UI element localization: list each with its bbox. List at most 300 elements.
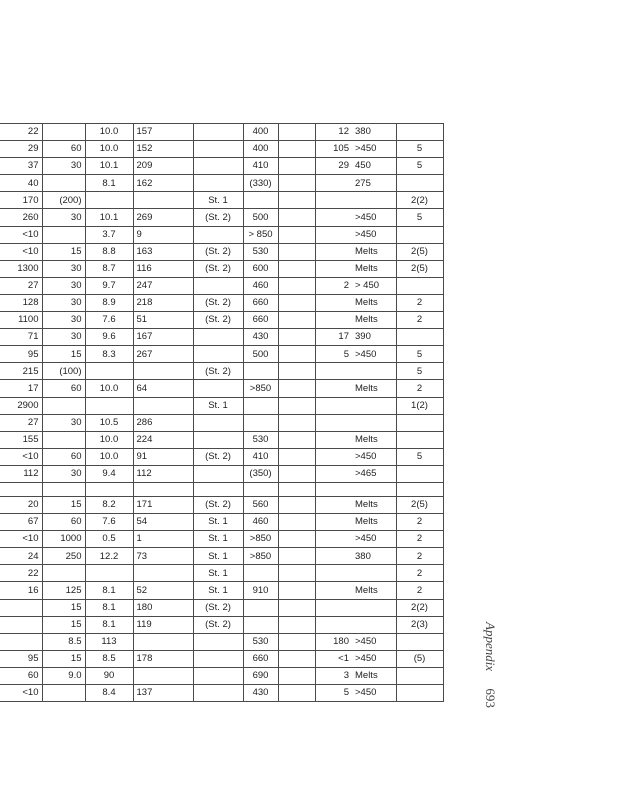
table-cell: 2 (396, 380, 443, 397)
table-cell: 275 (352, 175, 396, 192)
table-cell (42, 482, 85, 496)
table-cell: 9.6 (85, 329, 133, 346)
table-cell (133, 667, 193, 684)
table-cell (315, 496, 352, 513)
table-cell: >465 (352, 465, 396, 482)
table-cell: 10.0 (85, 124, 133, 141)
table-cell (278, 599, 315, 616)
table-row (0, 380, 443, 397)
table-cell (278, 124, 315, 141)
table-cell (315, 260, 352, 277)
table-cell (0, 633, 42, 650)
table-cell: 8.4 (85, 685, 133, 702)
table-cell: 600 (243, 260, 278, 277)
table-cell (85, 397, 133, 414)
table-cell (315, 599, 352, 616)
table-cell: 5 (315, 346, 352, 363)
table-cell: Melts (352, 667, 396, 684)
table-cell: 390 (352, 329, 396, 346)
table-cell: 20 (0, 496, 42, 513)
table-cell: 10.0 (85, 431, 133, 448)
table-cell (243, 414, 278, 431)
table-row (0, 482, 443, 496)
table-cell: 29 (0, 141, 42, 158)
table-cell (243, 363, 278, 380)
table-cell: 8.3 (85, 346, 133, 363)
table-cell (243, 599, 278, 616)
table-cell (315, 192, 352, 209)
table-cell: 9.0 (42, 667, 85, 684)
table-cell (193, 482, 243, 496)
table-cell: Melts (352, 260, 396, 277)
table-cell: 2 (396, 312, 443, 329)
table-cell: 152 (133, 141, 193, 158)
table-cell: Melts (352, 380, 396, 397)
table-cell: (St. 2) (193, 243, 243, 260)
table-cell (193, 141, 243, 158)
table-row (0, 548, 443, 565)
table-cell: (St. 2) (193, 496, 243, 513)
table-cell: 30 (42, 294, 85, 311)
table-cell (42, 397, 85, 414)
table-cell (278, 650, 315, 667)
table-cell: >450 (352, 685, 396, 702)
table-row (0, 599, 443, 616)
table-cell (278, 685, 315, 702)
table-cell (278, 496, 315, 513)
table-cell: > 850 (243, 226, 278, 243)
table-cell: 95 (0, 650, 42, 667)
table-cell (315, 414, 352, 431)
table-cell (315, 565, 352, 582)
table-cell: St. 1 (193, 531, 243, 548)
table-cell: (St. 2) (193, 363, 243, 380)
table-cell: 30 (42, 465, 85, 482)
table-cell: 112 (0, 465, 42, 482)
table-cell: 91 (133, 448, 193, 465)
table-cell: 24 (0, 548, 42, 565)
table-cell (278, 380, 315, 397)
table-cell: 95 (0, 346, 42, 363)
table-cell: 400 (243, 124, 278, 141)
table-row (0, 650, 443, 667)
table-row (0, 667, 443, 684)
table-cell: 162 (133, 175, 193, 192)
table-cell (193, 346, 243, 363)
table-cell: 690 (243, 667, 278, 684)
table-cell: 5 (396, 141, 443, 158)
table-cell: 163 (133, 243, 193, 260)
table-cell: 267 (133, 346, 193, 363)
table-cell: 410 (243, 158, 278, 175)
table-cell: 15 (42, 616, 85, 633)
table-cell (42, 124, 85, 141)
table-cell: 60 (42, 514, 85, 531)
table-cell: 8.5 (42, 633, 85, 650)
table-cell: 30 (42, 312, 85, 329)
table-cell (352, 565, 396, 582)
table-cell (133, 397, 193, 414)
table-cell (396, 329, 443, 346)
table-cell (278, 448, 315, 465)
table-cell: St. 1 (193, 514, 243, 531)
table-row (0, 414, 443, 431)
table-cell (133, 482, 193, 496)
table-cell: 1100 (0, 312, 42, 329)
table-cell (193, 175, 243, 192)
table-cell: <1 (315, 650, 352, 667)
table-row (0, 192, 443, 209)
table-cell: 125 (42, 582, 85, 599)
table-row (0, 141, 443, 158)
table-cell: 7.6 (85, 312, 133, 329)
table-cell: >450 (352, 633, 396, 650)
table-row (0, 531, 443, 548)
table-cell: 178 (133, 650, 193, 667)
table-cell: 73 (133, 548, 193, 565)
table-cell: 209 (133, 158, 193, 175)
table-cell: 5 (396, 158, 443, 175)
table-cell (278, 175, 315, 192)
table-cell: (200) (42, 192, 85, 209)
table-cell: (St. 2) (193, 294, 243, 311)
table-cell (85, 482, 133, 496)
table-row (0, 616, 443, 633)
table-cell: > 450 (352, 277, 396, 294)
table-cell: Melts (352, 431, 396, 448)
table-cell (133, 363, 193, 380)
table-cell: 2 (396, 514, 443, 531)
table-cell: 5 (396, 448, 443, 465)
table-cell (243, 565, 278, 582)
table-cell: 2(5) (396, 260, 443, 277)
table-cell: 10.1 (85, 209, 133, 226)
table-cell: St. 1 (193, 582, 243, 599)
table-cell: 30 (42, 209, 85, 226)
table-row (0, 243, 443, 260)
table-cell: 30 (42, 329, 85, 346)
table-cell (315, 397, 352, 414)
table-cell: 5 (315, 685, 352, 702)
table-cell (278, 465, 315, 482)
table-cell (315, 482, 352, 496)
table-cell: >450 (352, 531, 396, 548)
table-cell: 560 (243, 496, 278, 513)
table-cell (315, 616, 352, 633)
table-cell: 8.1 (85, 175, 133, 192)
table-cell (133, 565, 193, 582)
table-cell: 27 (0, 277, 42, 294)
table-cell: 10.0 (85, 141, 133, 158)
table-cell: 15 (42, 599, 85, 616)
table-row (0, 158, 443, 175)
table-cell: 157 (133, 124, 193, 141)
table-cell: 5 (396, 209, 443, 226)
table-cell (278, 482, 315, 496)
table-cell: 2900 (0, 397, 42, 414)
table-cell: 22 (0, 124, 42, 141)
table-cell: 3.7 (85, 226, 133, 243)
table-cell: 530 (243, 243, 278, 260)
table-cell (278, 192, 315, 209)
table-cell (243, 482, 278, 496)
table-cell: 247 (133, 277, 193, 294)
table-cell (352, 414, 396, 431)
table-cell: >450 (352, 346, 396, 363)
table-cell: 67 (0, 514, 42, 531)
table-cell (193, 329, 243, 346)
table-cell: 5 (396, 363, 443, 380)
table-cell (315, 380, 352, 397)
table-cell: 155 (0, 431, 42, 448)
table-cell: 500 (243, 346, 278, 363)
table-row (0, 448, 443, 465)
table-cell: <10 (0, 226, 42, 243)
table-cell (396, 414, 443, 431)
table-cell: <10 (0, 448, 42, 465)
table-row (0, 397, 443, 414)
table-cell (42, 226, 85, 243)
table-cell (243, 192, 278, 209)
table-row (0, 633, 443, 650)
table-cell (278, 431, 315, 448)
table-cell: 16 (0, 582, 42, 599)
table-cell: 2 (396, 294, 443, 311)
table-row (0, 346, 443, 363)
table-cell: 30 (42, 260, 85, 277)
table-cell (352, 616, 396, 633)
table-cell: (St. 2) (193, 312, 243, 329)
table-cell: 10.5 (85, 414, 133, 431)
table-cell (193, 124, 243, 141)
table-cell: 30 (42, 277, 85, 294)
table-cell: St. 1 (193, 565, 243, 582)
table-cell (278, 397, 315, 414)
table-cell: 224 (133, 431, 193, 448)
table-cell: 37 (0, 158, 42, 175)
table-cell: 460 (243, 514, 278, 531)
table-cell: 8.2 (85, 496, 133, 513)
table-cell: 40 (0, 175, 42, 192)
table-cell: >450 (352, 141, 396, 158)
table-cell: 60 (42, 448, 85, 465)
table-row (0, 329, 443, 346)
table-cell: (330) (243, 175, 278, 192)
table-cell (396, 685, 443, 702)
table-cell: 2(3) (396, 616, 443, 633)
table-cell: 22 (0, 565, 42, 582)
table-cell (278, 312, 315, 329)
table-cell: (St. 2) (193, 260, 243, 277)
table-cell: 71 (0, 329, 42, 346)
table-cell: 12.2 (85, 548, 133, 565)
table-cell: (350) (243, 465, 278, 482)
table-cell: 15 (42, 650, 85, 667)
table-cell (315, 209, 352, 226)
table-row (0, 465, 443, 482)
table-cell: 2(2) (396, 192, 443, 209)
table-cell (396, 633, 443, 650)
table-cell: (St. 2) (193, 599, 243, 616)
table-cell (396, 667, 443, 684)
table-cell: (100) (42, 363, 85, 380)
table-cell (352, 599, 396, 616)
table-cell (42, 565, 85, 582)
table-cell (193, 226, 243, 243)
table-cell (0, 616, 42, 633)
table-cell: 410 (243, 448, 278, 465)
table-cell: 3 (315, 667, 352, 684)
data-table (0, 123, 443, 702)
table-row (0, 260, 443, 277)
table-cell (315, 243, 352, 260)
table-cell (85, 192, 133, 209)
table-cell (396, 226, 443, 243)
page-footer (482, 622, 498, 708)
table-cell (133, 633, 193, 650)
table-cell (278, 243, 315, 260)
table-cell: 1300 (0, 260, 42, 277)
table-cell (352, 192, 396, 209)
table-cell: 269 (133, 209, 193, 226)
table-cell (352, 363, 396, 380)
table-cell: 2(5) (396, 496, 443, 513)
table-cell: 1000 (42, 531, 85, 548)
table-cell: 64 (133, 380, 193, 397)
table-cell (278, 565, 315, 582)
table-cell: Melts (352, 243, 396, 260)
table-row (0, 294, 443, 311)
table-cell (352, 397, 396, 414)
table-cell (278, 616, 315, 633)
table-cell: 52 (133, 582, 193, 599)
table-cell: 180 (133, 599, 193, 616)
table-cell: 2(2) (396, 599, 443, 616)
table-cell (193, 667, 243, 684)
table-cell (396, 465, 443, 482)
table-cell: 8.1 (85, 599, 133, 616)
table-cell: 2 (396, 582, 443, 599)
table-cell: Melts (352, 496, 396, 513)
table-cell: 660 (243, 312, 278, 329)
table-cell: 90 (85, 667, 133, 684)
table-cell: St. 1 (193, 548, 243, 565)
table-row (0, 496, 443, 513)
table-cell: 0.5 (85, 531, 133, 548)
table-row (0, 582, 443, 599)
table-cell (193, 685, 243, 702)
table-cell: 119 (133, 616, 193, 633)
table-cell: 8.9 (85, 294, 133, 311)
table-cell (193, 380, 243, 397)
table-cell: (St. 2) (193, 448, 243, 465)
table-cell: 8.7 (85, 260, 133, 277)
table-cell: 29 (315, 158, 352, 175)
table-cell: >450 (352, 650, 396, 667)
table-cell: 171 (133, 496, 193, 513)
table-cell (133, 192, 193, 209)
table-cell (243, 397, 278, 414)
table-cell: 9.7 (85, 277, 133, 294)
table-cell (193, 277, 243, 294)
table-cell: 250 (42, 548, 85, 565)
table-cell: (St. 2) (193, 209, 243, 226)
table-cell: >450 (352, 209, 396, 226)
table-cell: 5 (396, 346, 443, 363)
table-cell: 15 (42, 496, 85, 513)
table-cell: Melts (352, 312, 396, 329)
table-cell (278, 514, 315, 531)
table-cell: 17 (0, 380, 42, 397)
table-cell: 2 (396, 565, 443, 582)
table-cell (278, 414, 315, 431)
table-cell: Melts (352, 514, 396, 531)
table-cell: >850 (243, 548, 278, 565)
table-cell: 105 (315, 141, 352, 158)
table-cell: Melts (352, 582, 396, 599)
table-cell (315, 294, 352, 311)
table-cell: 60 (0, 667, 42, 684)
table-cell (278, 363, 315, 380)
table-cell: 30 (42, 414, 85, 431)
table-cell (278, 226, 315, 243)
table-cell (396, 277, 443, 294)
table-row (0, 312, 443, 329)
table-cell (42, 431, 85, 448)
table-cell: 167 (133, 329, 193, 346)
table-cell: 8.1 (85, 616, 133, 633)
table-cell: 1 (133, 531, 193, 548)
table-cell: 137 (133, 685, 193, 702)
table-cell (278, 209, 315, 226)
table-cell: >450 (352, 226, 396, 243)
table-cell: 54 (133, 514, 193, 531)
table-cell (315, 226, 352, 243)
table-cell: 12 (315, 124, 352, 141)
table-cell: 450 (352, 158, 396, 175)
table-cell: (St. 2) (193, 616, 243, 633)
table-cell: 30 (42, 158, 85, 175)
table-cell (85, 565, 133, 582)
table-cell: 380 (352, 548, 396, 565)
table-cell: 17 (315, 329, 352, 346)
table-cell (315, 514, 352, 531)
table-cell: 60 (42, 380, 85, 397)
table-cell (193, 158, 243, 175)
table-cell (193, 431, 243, 448)
table-cell: 8.5 (85, 650, 133, 667)
table-cell: 660 (243, 294, 278, 311)
table-cell (315, 431, 352, 448)
table-cell (0, 482, 42, 496)
table-cell (278, 346, 315, 363)
table-cell: 430 (243, 329, 278, 346)
table-cell: 113 (85, 633, 133, 650)
table-cell (278, 329, 315, 346)
table-cell: St. 1 (193, 397, 243, 414)
table-cell (278, 277, 315, 294)
table-cell (315, 531, 352, 548)
table-row (0, 685, 443, 702)
table-row (0, 363, 443, 380)
table-row (0, 226, 443, 243)
table-cell (0, 599, 42, 616)
table-cell (315, 175, 352, 192)
table-cell (243, 616, 278, 633)
table-cell: 218 (133, 294, 193, 311)
table-cell: <10 (0, 243, 42, 260)
table-cell: 430 (243, 685, 278, 702)
